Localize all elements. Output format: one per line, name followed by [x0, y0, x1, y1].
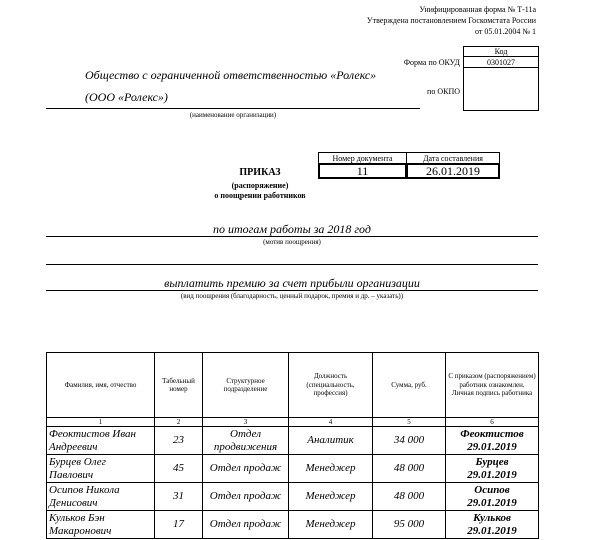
header-tab-number: Табельный номер: [155, 353, 203, 418]
reward-value: выплатить премию за счет прибыли организации: [164, 276, 420, 290]
employee-sum: 34 000: [373, 427, 446, 455]
employee-tab-number: 17: [155, 511, 203, 539]
motive-caption: (мотив поощрения): [263, 238, 321, 246]
signature-date: 29.01.2019: [467, 468, 517, 481]
doc-number-value: 11: [318, 163, 407, 179]
form-header-line2: Утверждена постановлением Госкомстата России: [366, 16, 536, 25]
kod-header-cell: Код: [463, 46, 539, 57]
employee-signature: [446, 511, 539, 539]
col-number: 4: [289, 418, 373, 427]
reward-underline: [46, 290, 538, 291]
employee-department: Отдел продаж: [203, 511, 289, 539]
doc-number-label: Номер документа: [318, 152, 407, 164]
okpo-value-cell: [463, 67, 539, 111]
order-subject: о поощрении работников: [214, 191, 306, 200]
org-name-line2: (ООО «Ролекс»): [85, 90, 168, 104]
signature-date: 29.01.2019: [467, 496, 517, 509]
employee-signature: [446, 483, 539, 511]
header-department: Структурное подразделение: [203, 353, 289, 418]
doc-date-label: Дата составления: [406, 152, 500, 164]
col-number: 6: [446, 418, 539, 427]
header-signature: С приказом (распоряжением) работник ознакомлен. Личная подпись работника: [446, 353, 539, 418]
employee-name: Бурцев Олег Павлович: [47, 455, 155, 483]
order-subtitle: (распоряжение): [231, 181, 289, 190]
signature-date: 29.01.2019: [467, 524, 517, 537]
signature-name: Осипов: [474, 483, 510, 496]
employee-tab-number: 23: [155, 427, 203, 455]
col-number: 1: [47, 418, 155, 427]
employee-name: Феоктистов Иван Андреевич: [47, 427, 155, 455]
employee-name: Осипов Никола Денисович: [47, 483, 155, 511]
employee-department: Отдел продвижения: [203, 427, 289, 455]
employee-name: Кульков Бэн Макаронович: [47, 511, 155, 539]
employee-signature: [446, 427, 539, 455]
employee-position: Аналитик: [289, 427, 373, 455]
okpo-label: по ОКПО: [427, 87, 460, 96]
header-name: Фамилия, имя, отчество: [47, 353, 155, 418]
employee-position: Менеджер: [289, 483, 373, 511]
form-header-line1: Унифицированная форма № Т-11а: [419, 5, 536, 14]
header-sum: Сумма, руб.: [373, 353, 446, 418]
doc-date-value: 26.01.2019: [406, 163, 500, 179]
org-name-line1: Общество с ограниченной ответственностью «Ролекс»: [85, 68, 377, 82]
employee-position: Менеджер: [289, 455, 373, 483]
order-title: ПРИКАЗ: [239, 167, 281, 178]
table-row: [47, 455, 539, 483]
col-number: 3: [203, 418, 289, 427]
org-caption: (наименование организации): [189, 111, 277, 119]
motive-underline: [46, 236, 538, 237]
table-header-row: [47, 353, 539, 418]
okud-label: Форма по ОКУД: [403, 58, 460, 67]
col-number: 5: [373, 418, 446, 427]
table-row: [47, 483, 539, 511]
employee-sum: 95 000: [373, 511, 446, 539]
employee-tab-number: 31: [155, 483, 203, 511]
signature-name: Бурцев: [475, 455, 509, 468]
form-header: [367, 4, 536, 37]
employee-position: Менеджер: [289, 511, 373, 539]
employee-department: Отдел продаж: [203, 455, 289, 483]
table-number-row: [47, 418, 539, 427]
org-underline: [46, 108, 420, 109]
employee-department: Отдел продаж: [203, 483, 289, 511]
employee-sum: 48 000: [373, 483, 446, 511]
okud-value-cell: 0301027: [463, 56, 539, 68]
col-number: 2: [155, 418, 203, 427]
employee-sum: 48 000: [373, 455, 446, 483]
header-position: Должность (специальность, профессия): [289, 353, 373, 418]
form-header-line3: от 05.01.2004 № 1: [474, 27, 536, 36]
signature-name: Кульков: [473, 511, 511, 524]
reward-caption: (вид поощрения (благодарность, ценный подарок, премия и др. – указать)): [180, 292, 404, 300]
table-row: [47, 511, 539, 539]
employee-signature: [446, 455, 539, 483]
table-row: [47, 427, 539, 455]
signature-date: 29.01.2019: [467, 440, 517, 453]
signature-name: Феоктистов: [460, 427, 524, 440]
motive-value: по итогам работы за 2018 год: [213, 222, 371, 236]
blank-line: [46, 264, 538, 265]
employees-table: [46, 352, 539, 539]
employee-tab-number: 45: [155, 455, 203, 483]
